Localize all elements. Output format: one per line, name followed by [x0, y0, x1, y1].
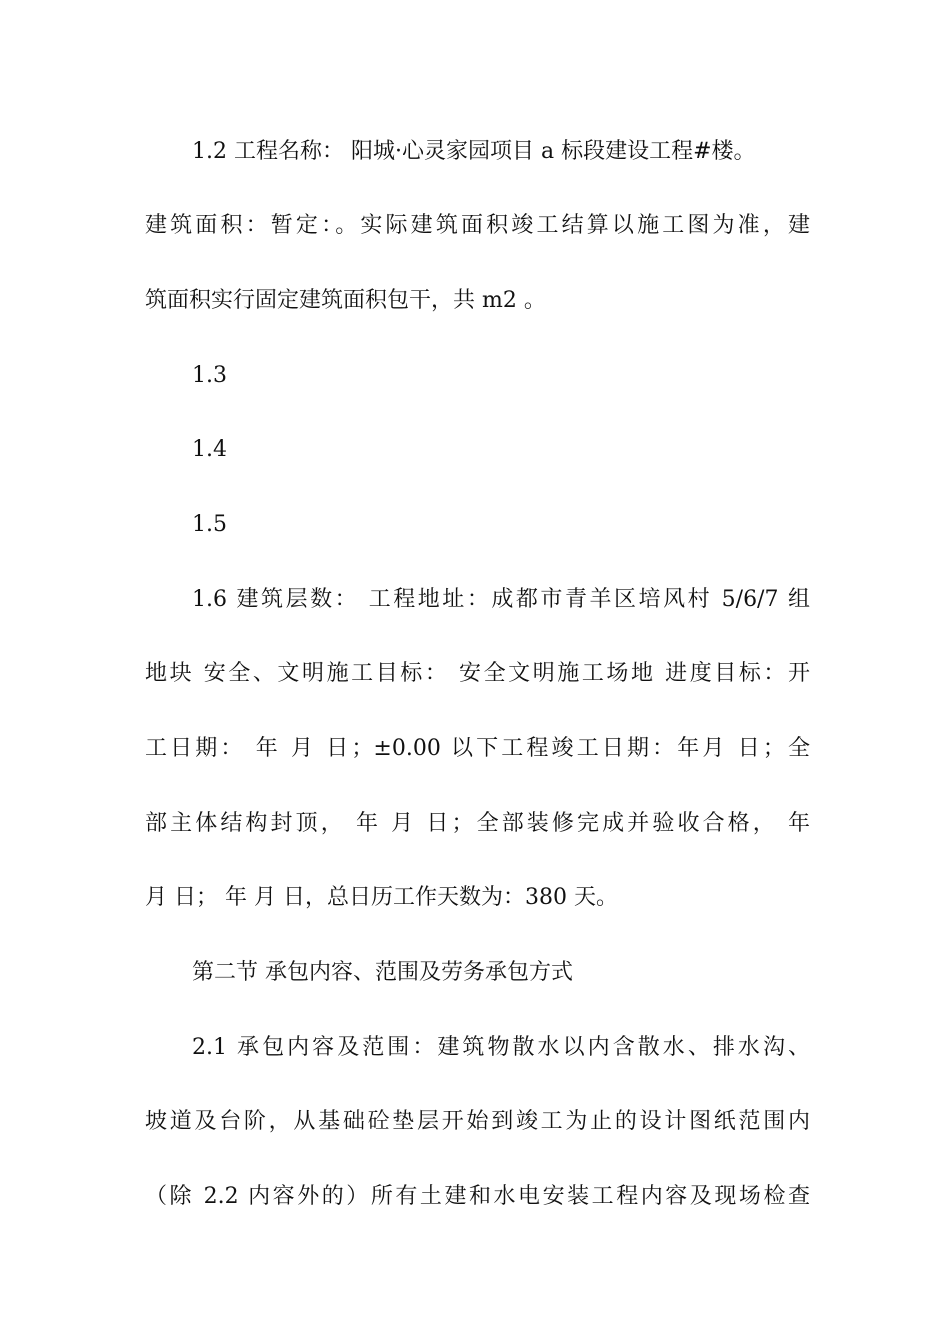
- paragraph-line-scope-1: 坡道及台阶，从基础砼垫层开始到竣工为止的设计图纸范围内: [145, 1109, 810, 1134]
- paragraph-line-1-6: 1.6 建筑层数： 工程地址：成都市青羊区培风村 5/6/7 组: [192, 587, 810, 612]
- paragraph-line-dates-2: 部主体结构封顶， 年 月 日；全部装修完成并验收合格， 年: [145, 811, 810, 836]
- section-number-1-3: 1.3: [192, 363, 227, 388]
- section-number-1-5: 1.5: [192, 512, 227, 537]
- paragraph-line-dates-1: 工日期： 年 月 日；±0.00 以下工程竣工日期：年月 日；全: [145, 736, 810, 761]
- paragraph-line-2-1: 2.1 承包内容及范围：建筑物散水以内含散水、排水沟、: [192, 1035, 810, 1060]
- paragraph-line-1-2: 1.2 工程名称： 阳城·心灵家园项目 a 标段建设工程#楼。: [192, 139, 756, 164]
- paragraph-line-scope-2: （除 2.2 内容外的）所有土建和水电安装工程内容及现场检查: [145, 1184, 810, 1209]
- paragraph-line-area-2: 筑面积实行固定建筑面积包干，共 m2 。: [145, 288, 546, 313]
- section-heading-2: 第二节 承包内容、范围及劳务承包方式: [192, 960, 573, 985]
- paragraph-line-area-1: 建筑面积：暂定：。实际建筑面积竣工结算以施工图为准，建: [145, 213, 810, 238]
- paragraph-line-duration: 月 日； 年 月 日，总日历工作天数为：380 天。: [145, 885, 618, 910]
- paragraph-line-targets: 地块 安全、文明施工目标： 安全文明施工场地 进度目标：开: [145, 661, 810, 686]
- section-number-1-4: 1.4: [192, 437, 227, 462]
